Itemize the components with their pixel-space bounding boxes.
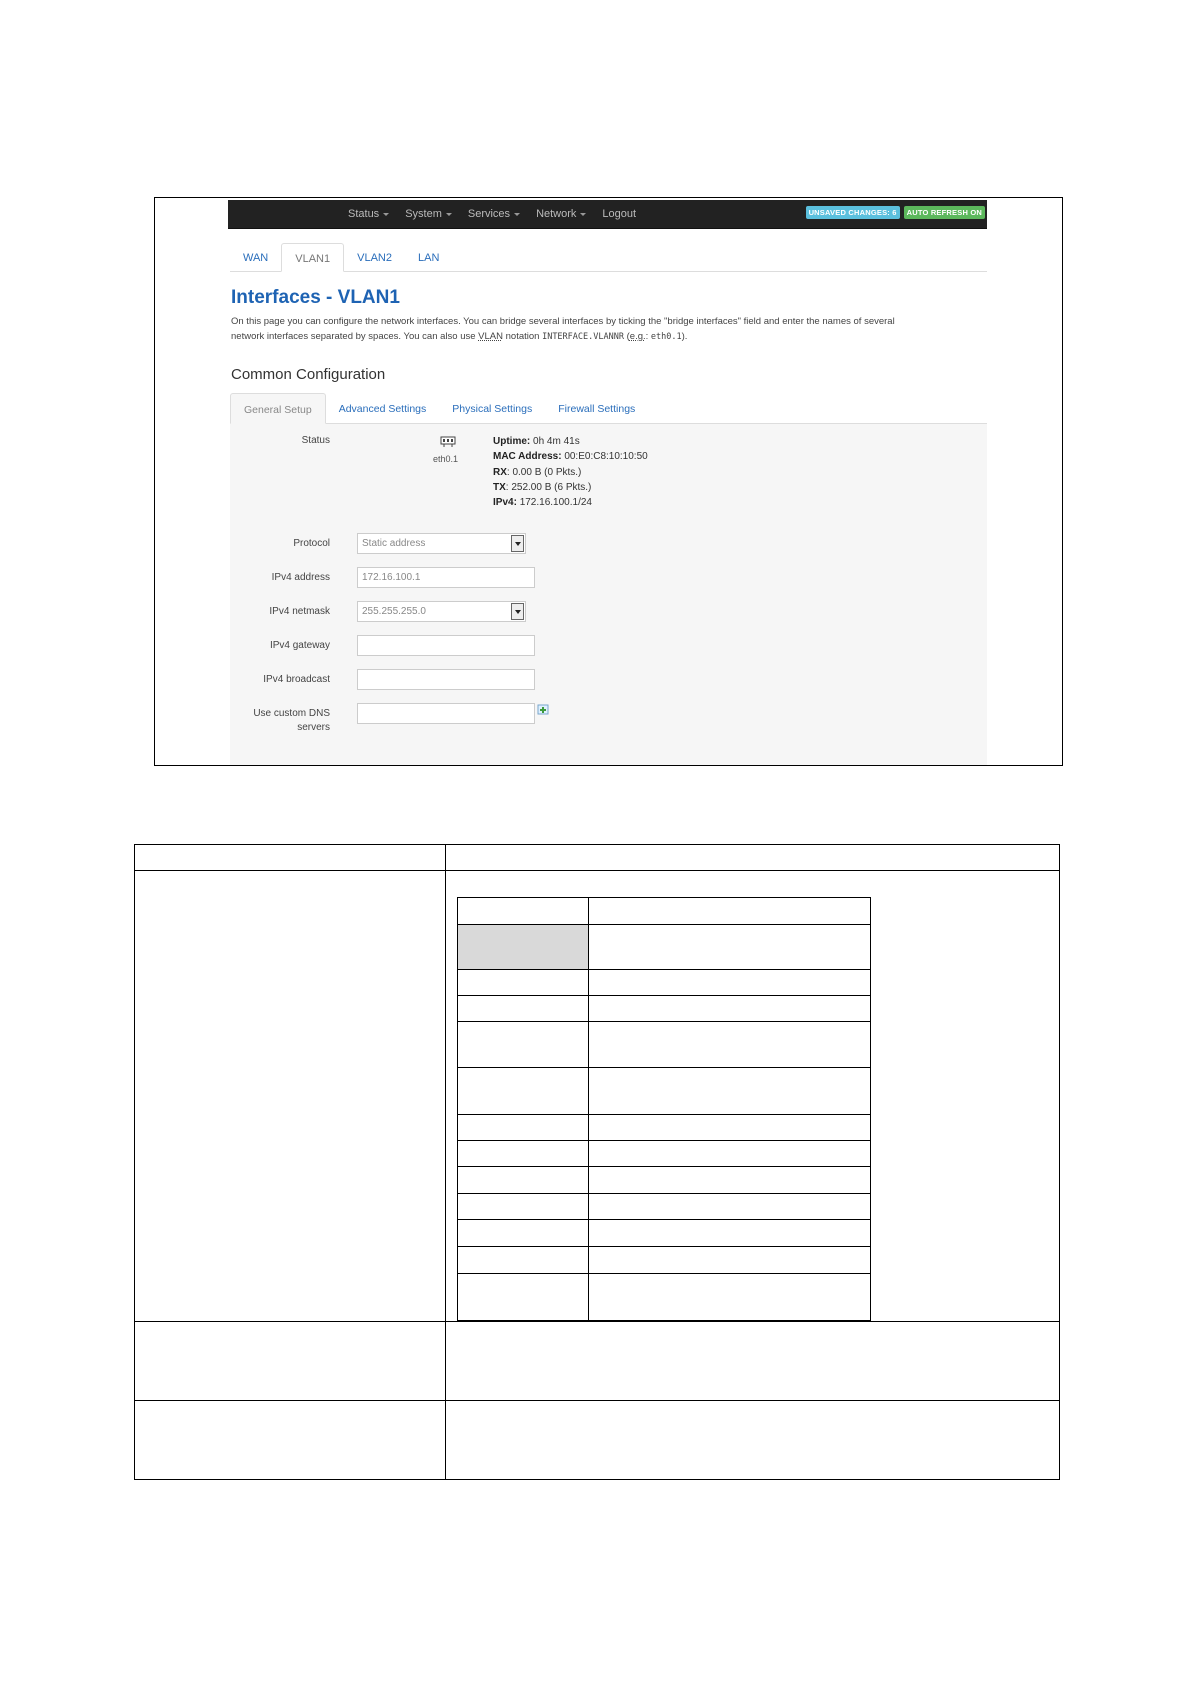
nested-table: [457, 897, 871, 1321]
ipv4-address-input[interactable]: 172.16.100.1: [357, 567, 535, 588]
ipv4-gateway-label: IPv4 gateway: [269, 640, 330, 651]
protocol-select[interactable]: Static address: [357, 533, 526, 554]
column-divider: [445, 845, 446, 1479]
auto-refresh-badge[interactable]: AUTO REFRESH ON: [904, 206, 985, 219]
general-setup-panel: [230, 424, 987, 765]
nested-row-divider: [458, 1219, 870, 1220]
ipv4-netmask-select[interactable]: 255.255.255.0: [357, 601, 526, 622]
table-divider: [135, 870, 1059, 871]
tab-lan[interactable]: LAN: [417, 252, 440, 264]
notation-code: INTERFACE.VLANNR: [542, 331, 624, 342]
config-tabs: [230, 393, 987, 424]
page-title: Interfaces - VLAN1: [231, 287, 400, 308]
ipv4-gateway-input[interactable]: [357, 635, 535, 656]
parameter-table: [134, 844, 1060, 1480]
nested-row-divider: [458, 969, 870, 970]
nested-row-divider: [458, 1273, 870, 1274]
tab-vlan1[interactable]: VLAN1: [281, 243, 344, 272]
table-divider: [135, 1321, 1059, 1322]
menu-services[interactable]: Services: [468, 208, 520, 220]
example-code: eth0.1: [650, 331, 682, 342]
protocol-label: Protocol: [293, 538, 330, 549]
menu-logout[interactable]: Logout: [602, 208, 637, 220]
status-badges: [806, 206, 985, 219]
caret-down-icon: [383, 213, 389, 216]
caret-down-icon: [514, 213, 520, 216]
top-navbar: [228, 200, 987, 229]
screenshot-frame: [154, 197, 1063, 766]
vlan-abbr: VLAN: [478, 330, 503, 342]
status-label: Status: [301, 435, 330, 446]
nested-row-divider: [458, 924, 870, 925]
eg-abbr: e.g.: [629, 330, 646, 342]
interface-name: eth0.1: [433, 454, 459, 464]
nested-row-divider: [458, 995, 870, 996]
menu-network[interactable]: Network: [536, 208, 586, 220]
ipv4-broadcast-label: IPv4 broadcast: [263, 674, 330, 685]
ethernet-port-icon: [440, 436, 456, 448]
nested-row-divider: [458, 1114, 870, 1115]
add-entry-icon[interactable]: [537, 703, 549, 715]
tab-physical-settings[interactable]: Physical Settings: [452, 403, 533, 415]
intro-text: On this page you can configure the network interfaces. You can bridge several interfaces by ticking the "bridge interfaces" field and enter the names of several network interfaces separated by spaces. You can also use VLAN notation INTERFACE.VLANNR (e.g.: eth0.1).: [231, 316, 895, 342]
nested-row-divider: [458, 1166, 870, 1167]
nested-row-divider: [458, 1140, 870, 1141]
caret-down-icon: [580, 213, 586, 216]
tab-advanced-settings[interactable]: Advanced Settings: [338, 403, 427, 415]
ipv4-broadcast-input[interactable]: [357, 669, 535, 690]
tab-vlan2[interactable]: VLAN2: [357, 252, 392, 264]
nested-row-divider: [458, 1246, 870, 1247]
tab-general-setup[interactable]: General Setup: [230, 393, 326, 424]
table-divider: [135, 1400, 1059, 1401]
ipv4-address-label: IPv4 address: [271, 572, 330, 583]
tab-wan[interactable]: WAN: [243, 252, 269, 264]
custom-dns-input[interactable]: [357, 703, 535, 724]
nested-column-divider: [588, 898, 589, 1320]
tab-firewall-settings[interactable]: Firewall Settings: [558, 403, 636, 415]
menu-system[interactable]: System: [405, 208, 452, 220]
menu-status[interactable]: Status: [348, 208, 389, 220]
ipv4-netmask-label: IPv4 netmask: [269, 606, 330, 617]
shaded-cell: [458, 925, 588, 969]
status-info: Uptime: 0h 4m 41s MAC Address: 00:E0:C8:10:10:50 RX: 0.00 B (0 Pkts.) TX: 252.00 B (6 Pkts.) IPv4: 172.16.100.1/24: [493, 436, 648, 509]
nested-row-divider: [458, 1193, 870, 1194]
nested-row-divider: [458, 1021, 870, 1022]
nested-row-divider: [458, 1067, 870, 1068]
luci-interface-page: [228, 198, 987, 765]
main-menu: [348, 200, 652, 228]
dropdown-arrow-icon[interactable]: [511, 535, 524, 552]
caret-down-icon: [446, 213, 452, 216]
dropdown-arrow-icon[interactable]: [511, 603, 524, 620]
unsaved-changes-badge[interactable]: UNSAVED CHANGES: 6: [806, 206, 900, 219]
section-title: Common Configuration: [231, 366, 386, 383]
custom-dns-label: Use custom DNS servers: [253, 708, 330, 733]
interface-tabs: [230, 243, 987, 272]
